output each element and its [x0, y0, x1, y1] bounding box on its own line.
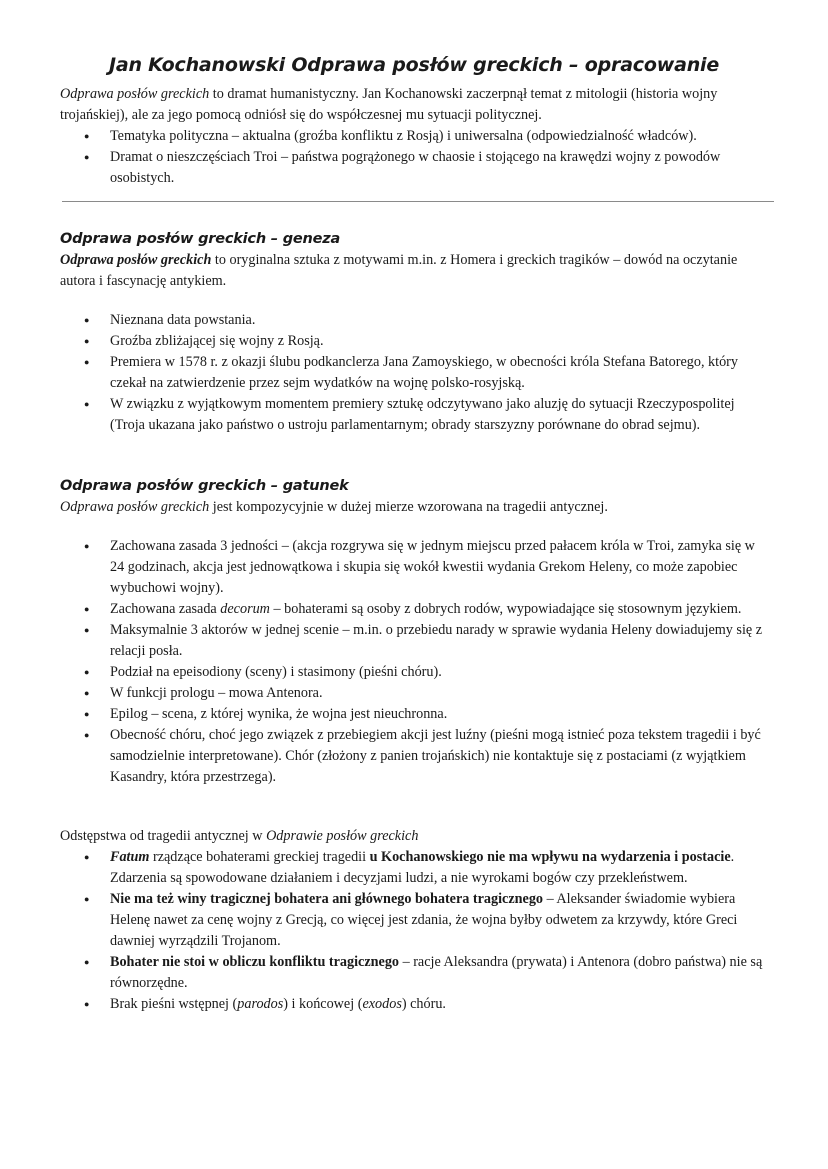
- list-item: ● Premiera w 1578 r. z okazji ślubu podkanclerza Jana Zamoyskiego, w obecności króla Stefana Batorego, który czekał na zatwierdzenie przez sejm wydatków na wojnę polsko-rosyjską.: [110, 352, 772, 394]
- list-item: ● Brak pieśni wstępnej (parodos) i końcowej (exodos) chóru.: [110, 994, 772, 1015]
- exodos-term: exodos: [362, 996, 402, 1012]
- geneza-list: [60, 310, 772, 436]
- list-item: ● Zachowana zasada 3 jedności – (akcja rozgrywa się w jednym miejscu przed pałacem króla w Troi, zamyka się w 24 godzinach, akcja jest jednowątkowa i skupia się wokół kwestii wydania Grekom Heleny, co może zapobiec wybuchowi wojny).: [110, 536, 772, 599]
- list-item: ● Maksymalnie 3 aktorów w jednej scenie – m.in. o przebiedu narady w sprawie wydania Heleny dowiadujemy się z relacji posła.: [110, 620, 772, 662]
- list-item: ● Epilog – scena, z której wynika, że wojna jest nieuchronna.: [110, 704, 772, 725]
- gatunek-list: [60, 536, 772, 788]
- gatunek-section: [60, 476, 772, 788]
- intro-section: [60, 84, 772, 189]
- gatunek-paragraph: [60, 497, 772, 518]
- gatunek-work-title: Odprawa posłów greckich: [60, 499, 210, 515]
- page-title: Jan Kochanowski Odprawa posłów greckich – opracowanie: [108, 54, 720, 76]
- list-item: ● Dramat o nieszczęściach Troi – państwa pogrążonego w chaosie i stojącego na krawędzi wojny z powodów osobistych.: [110, 147, 772, 189]
- intro-text: to dramat humanistyczny. Jan Kochanowski zaczerpnął temat z mitologii (historia wojny trojańskiej), ale za jego pomocą odniósł się do współczesnej mu sytuacji politycznej.: [60, 86, 718, 123]
- odstepstwa-paragraph: Odstępstwa od tragedii antycznej w Odprawie posłów greckich: [60, 828, 419, 844]
- parodos-term: parodos: [237, 996, 284, 1012]
- list-item: ● Bohater nie stoi w obliczu konfliktu tragicznego – racje Aleksandra (prywata) i Antenora (dobro państwa) nie są równorzędne.: [110, 952, 772, 994]
- intro-list: [60, 126, 772, 189]
- list-item: ● Obecność chóru, choć jego związek z przebiegiem akcji jest luźny (pieśni mogą istnieć poza tekstem tragedii i być samodzielnie interpretowane). Chór (złożony z panien trojańskich) nie kontaktuje się z postaciami (z wyjątkiem Kasandry, która przestrzega).: [110, 725, 772, 788]
- section-heading-geneza: Odprawa posłów greckich – geneza: [60, 231, 341, 247]
- list-item: ● W związku z wyjątkowym momentem premiery sztukę odczytywano jako aluzję do sytuacji Rzeczypospolitej (Troja ukazana jako państwo o ustroju parlamentarnym; obrady starszyzny porównane do obrad sejmu).: [110, 394, 772, 436]
- list-item: ● Zachowana zasada decorum – bohaterami są osoby z dobrych rodów, wypowiadające się stosownym językiem.: [110, 599, 772, 620]
- intro-work-title: Odprawa posłów greckich: [60, 86, 210, 102]
- list-item: ● Nieznana data powstania.: [110, 310, 772, 331]
- odstepstwa-work-title: Odprawie posłów greckich: [266, 828, 419, 844]
- horizontal-divider: [62, 201, 774, 202]
- list-item: ● Nie ma też winy tragicznej bohatera ani głównego bohatera tragicznego – Aleksander świadomie wybiera Helenę nawet za cenę wojny z Grecją, co więcej jest zdania, że wojna byłby odwetem za krzywdy, które Greci dawniej wyrządzili Trojanom.: [110, 889, 772, 952]
- fatum-term: Fatum: [110, 849, 150, 865]
- geneza-paragraph: [60, 250, 772, 292]
- geneza-work-title: Odprawa posłów greckich: [60, 252, 212, 268]
- geneza-text: to oryginalna sztuka z motywami m.in. z Homera i greckich tragików – dowód na oczytanie autora i fascynację antykiem.: [60, 252, 738, 289]
- geneza-section: [60, 229, 772, 436]
- intro-paragraph: [60, 84, 772, 126]
- list-item: ● W funkcji prologu – mowa Antenora.: [110, 683, 772, 704]
- list-item: ● Groźba zbliżającej się wojny z Rosją.: [110, 331, 772, 352]
- odstepstwa-list: [60, 847, 772, 1015]
- decorum-term: decorum: [220, 601, 270, 617]
- list-item: ● Fatum rządzące bohaterami greckiej tragedii u Kochanowskiego nie ma wpływu na wydarzenia i postacie. Zdarzenia są spowodowane działaniem i decyzjami ludzi, a nie wyrokami bogów czy przekleństwem.: [110, 847, 772, 889]
- list-item: ● Tematyka polityczna – aktualna (groźba konfliktu z Rosją) i uniwersalna (odpowiedzialność władców).: [110, 126, 772, 147]
- odstepstwa-section: [60, 826, 772, 1015]
- section-heading-gatunek: Odprawa posłów greckich – gatunek: [60, 478, 349, 494]
- gatunek-text: jest kompozycyjnie w dużej mierze wzorowana na tragedii antycznej.: [209, 499, 608, 515]
- list-item: ● Podział na epeisodiony (sceny) i stasimony (pieśni chóru).: [110, 662, 772, 683]
